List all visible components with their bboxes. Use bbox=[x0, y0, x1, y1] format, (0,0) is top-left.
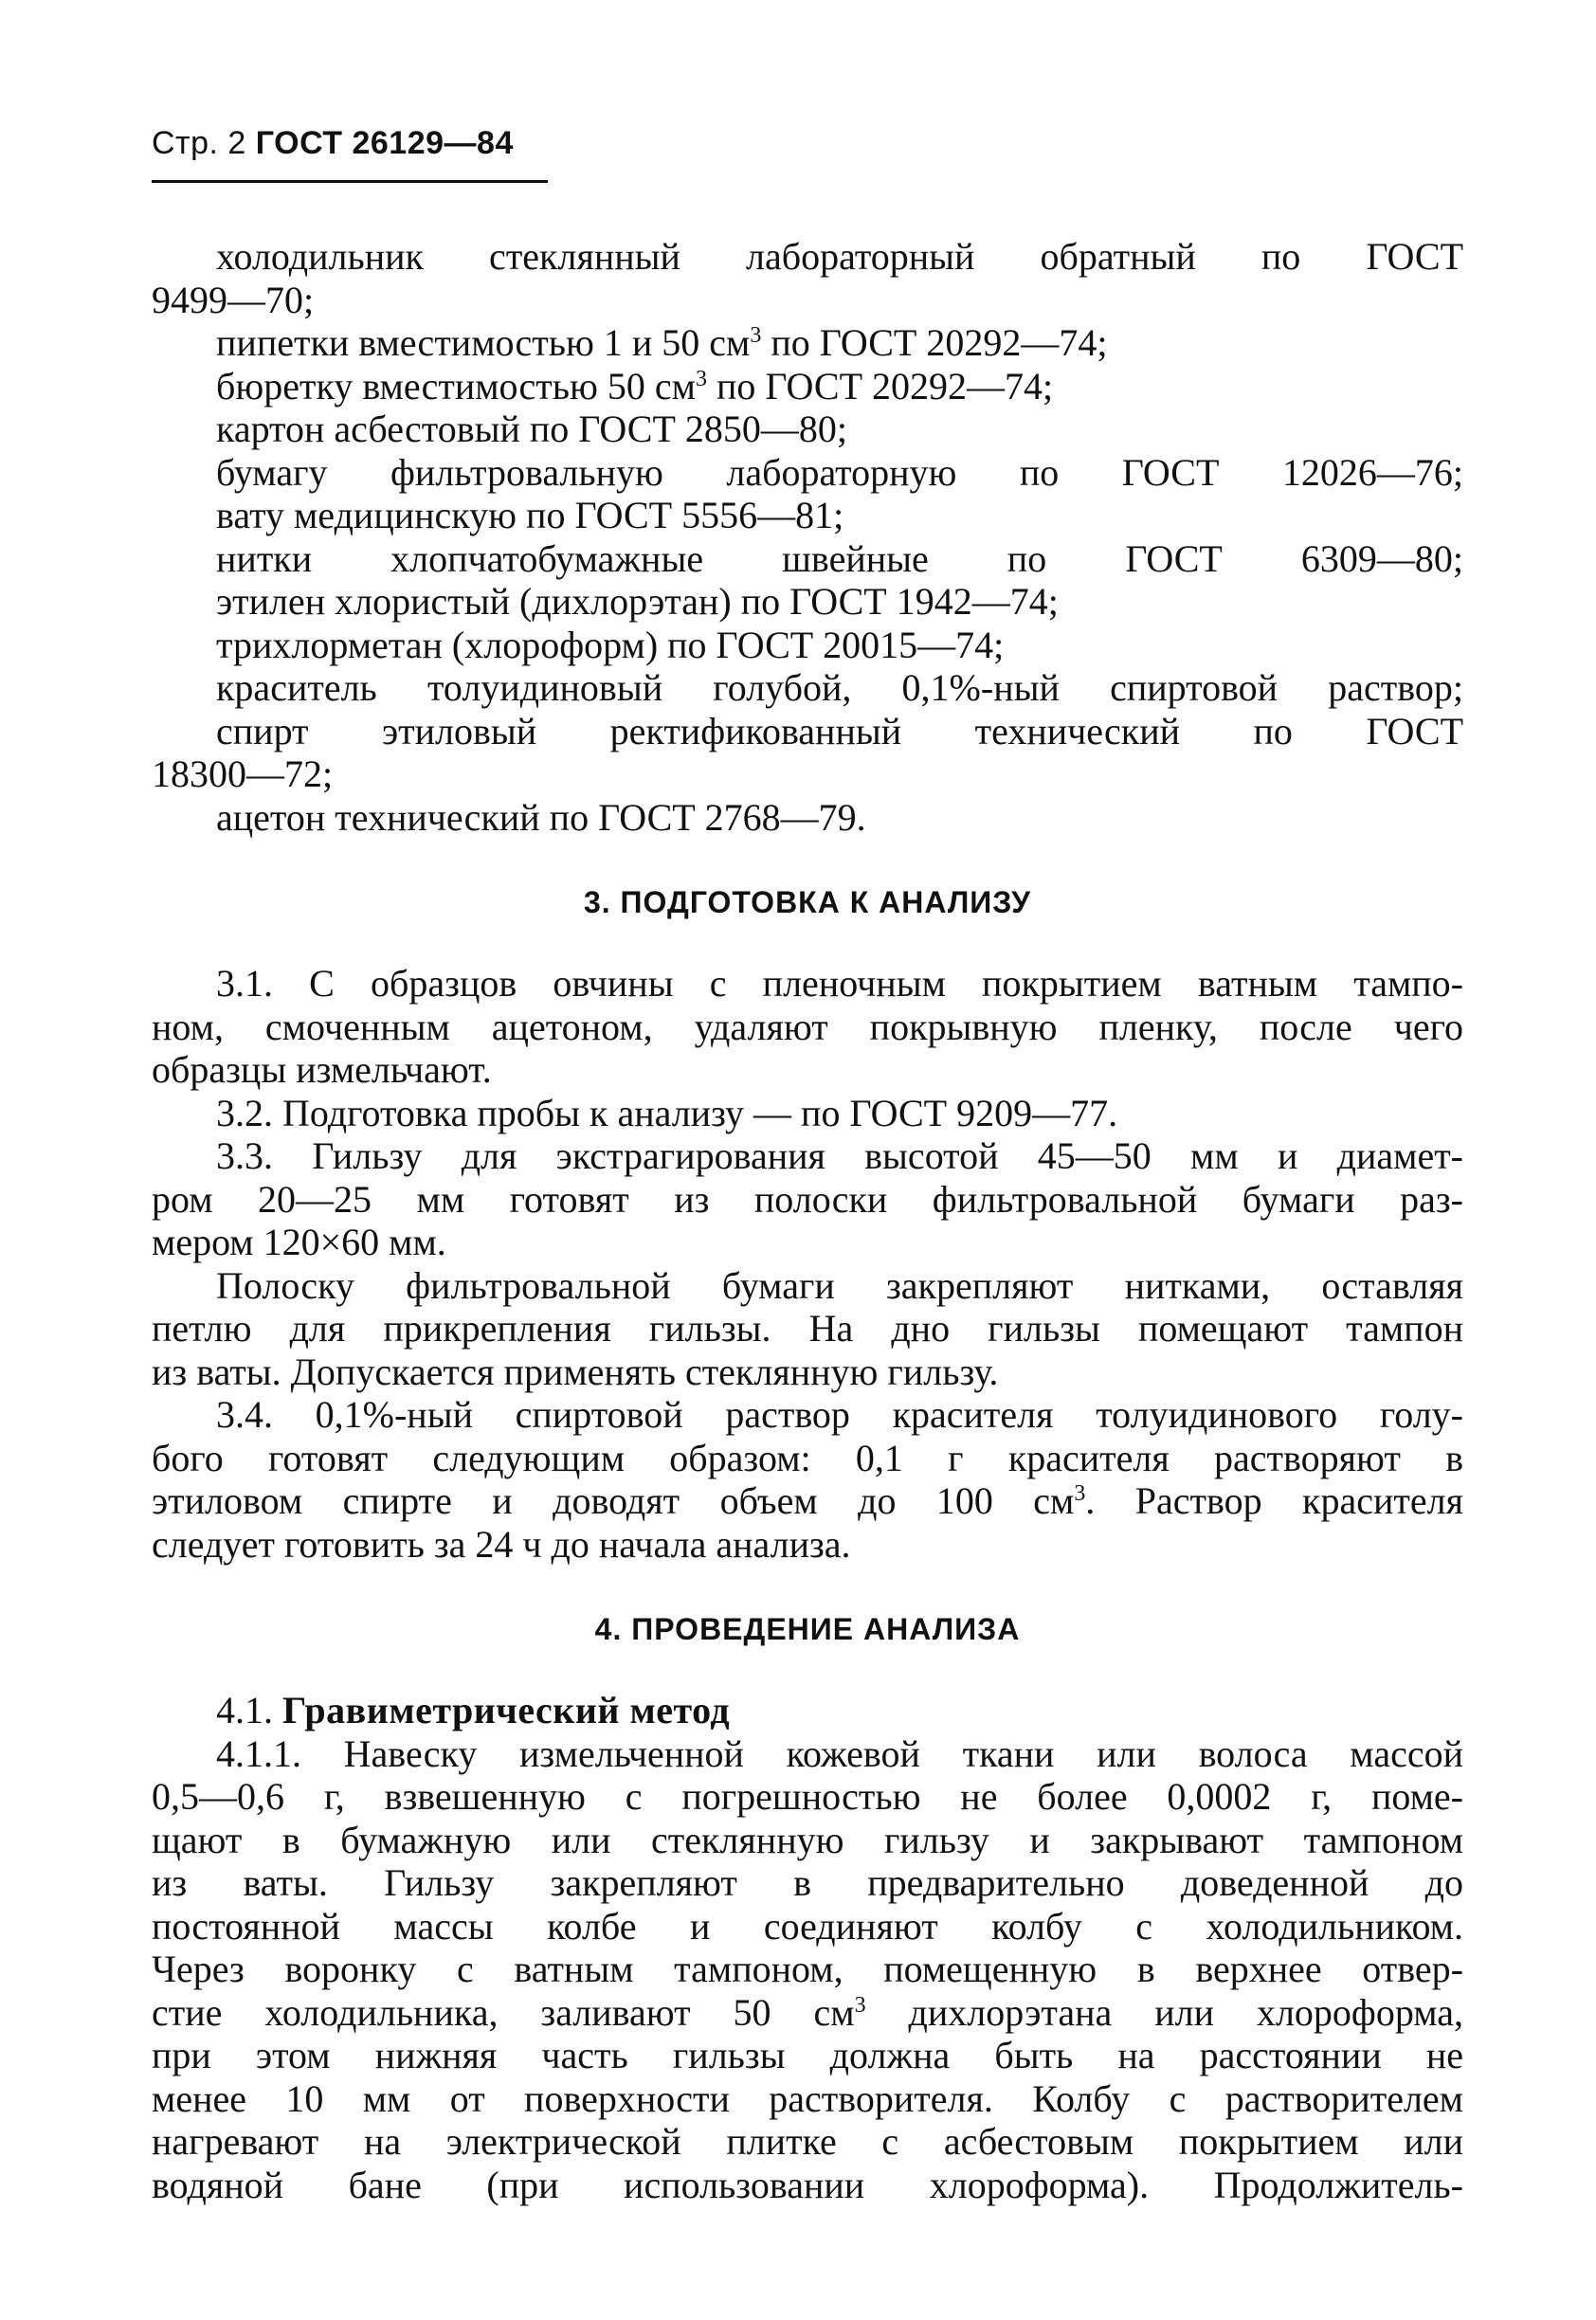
paragraph-3-4: 3.4. 0,1%-ный спиртовой раствор красителя толуидинового голу- бого готовят следующим образом: 0,1 г красителя растворяют в этиловом спирте и доводят объем до 100 $см^3$. Раствор красителя следует готовить за 24 ч до начала анализа. bbox=[152, 1393, 1463, 1566]
paragraph-3-2: 3.2. Подготовка пробы к анализу — по ГОСТ 9209—77. bbox=[216, 1091, 1118, 1134]
paragraph-3-3: 3.3. Гильзу для экстрагирования высотой 45—50 мм и диамет- ром 20—25 мм готовят из полоски фильтровальной бумаги раз- мером 120×60 мм. bbox=[152, 1134, 1463, 1263]
list-item: нитки хлопчатобумажные швейные по ГОСТ 6309—80; bbox=[216, 536, 1463, 580]
list-item: спирт этиловый ректификованный технический по ГОСТ bbox=[216, 709, 1463, 752]
list-item: бюретку вместимостью 50 $см^3$ по ГОСТ 20292—74; bbox=[216, 364, 1054, 408]
list-item: бумагу фильтровальную лабораторную по ГОСТ 12026—76; bbox=[216, 450, 1463, 494]
list-item: этилен хлористый (дихлорэтан) по ГОСТ 1942—74; bbox=[216, 580, 1059, 623]
list-item-continuation: 18300—72; bbox=[152, 752, 334, 795]
running-header bbox=[152, 125, 514, 162]
section-heading: 4. ПРОВЕДЕНИЕ АНАЛИЗА bbox=[594, 1612, 1021, 1646]
page-label: Стр. 2 bbox=[152, 125, 246, 161]
list-item: трихлорметан (хлороформ) по ГОСТ 20015—74; bbox=[216, 623, 1005, 666]
list-item-continuation: 9499—70; bbox=[152, 278, 315, 321]
standard-number: ГОСТ 26129—84 bbox=[255, 125, 514, 161]
list-item: пипетки вместимостью 1 и 50 $см^3$ по ГОСТ 20292—74; bbox=[216, 321, 1108, 364]
paragraph-strip: Полоску фильтровальной бумаги закрепляют нитками, оставляя петлю для прикрепления гильзы. На дно гильзы помещают тампон из ваты. Допускается применять стеклянную гильзу. bbox=[152, 1263, 1463, 1393]
document-body bbox=[152, 235, 1463, 2206]
paragraph-4-1-1: 4.1.1. Навеску измельченной кожевой ткани или волоса массой 0,5—0,6 г, взвешенную с погрешностью не более 0,0002 г, поме- щают в бумажную или стеклянную гильзу и закрывают тампоном из ваты. Гильзу закрепляют в предварительно доведенной до постоянной массы колбе и соединяют колбу с холодильником. Через воронку с ватным тампоном, помещенную в верхнее отвер- стие холодильника, заливают 50 $см^3$ дихлорэтана или хлороформа, при этом нижняя часть гильзы должна быть на расстоянии не менее 10 мм от поверхности растворителя. Колбу с растворителем нагревают на электрической плитке с асбестовым покрытием или водяной бане (при использовании хлороформа). Продолжитель- bbox=[152, 1731, 1464, 2206]
list-item: вату медицинскую по ГОСТ 5556—81; bbox=[216, 494, 844, 536]
paragraph-3-1: 3.1. С образцов овчины с пленочным покрытием ватным тампо- ном, смоченным ацетоном, удаляют покрывную пленку, после чего образцы измельчают. bbox=[152, 962, 1463, 1091]
subsection-title: 4.1. Гравиметрический метод bbox=[216, 1689, 731, 1731]
list-item: краситель толуидиновый голубой, 0,1%-ный спиртовой раствор; bbox=[216, 666, 1463, 709]
section-heading: 3. ПОДГОТОВКА К АНАЛИЗУ bbox=[583, 885, 1032, 919]
header-rule bbox=[152, 180, 548, 183]
equipment-list bbox=[152, 235, 1463, 839]
list-item: холодильник стеклянный лабораторный обратный по ГОСТ bbox=[216, 235, 1463, 278]
list-item: ацетон технический по ГОСТ 2768—79. bbox=[216, 795, 866, 839]
list-item: картон асбестовый по ГОСТ 2850—80; bbox=[216, 408, 847, 450]
